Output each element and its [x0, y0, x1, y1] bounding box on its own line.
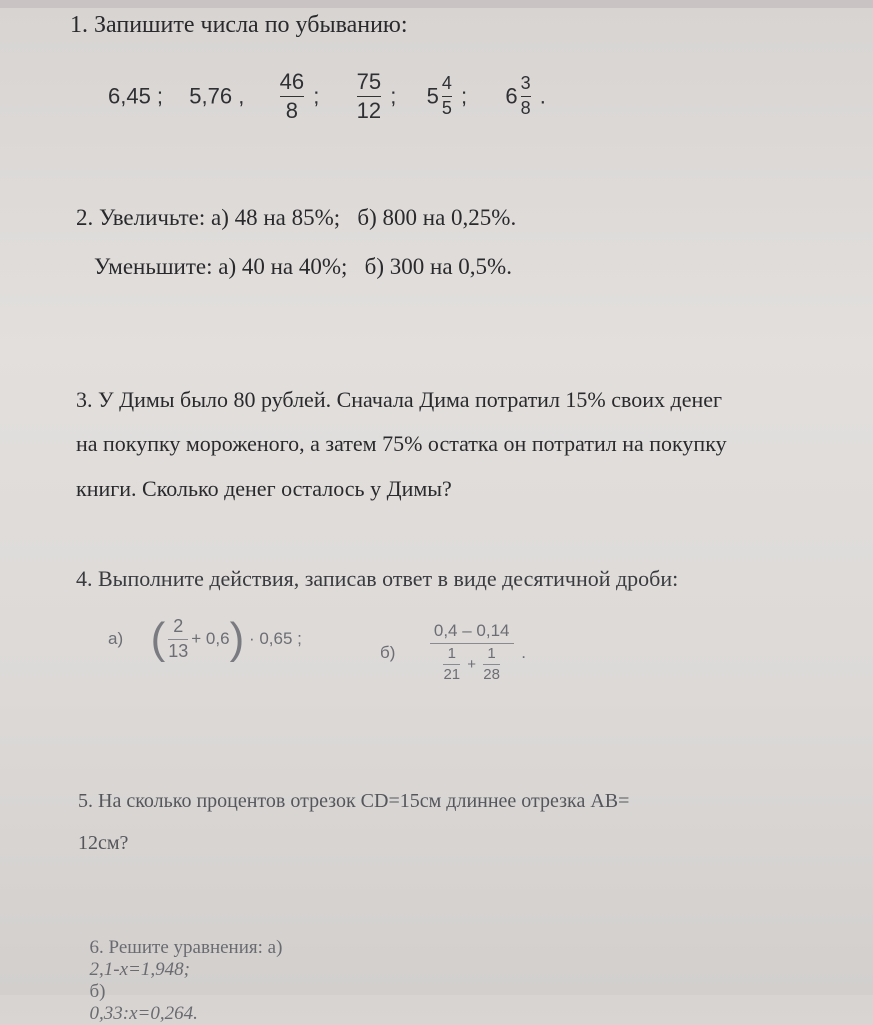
- label-a: а): [108, 629, 124, 648]
- mixed-6-3-8: 6 $\frac{3}{8}$: [505, 73, 531, 119]
- left-paren: (: [150, 614, 166, 663]
- label-b: б): [380, 642, 396, 662]
- separator: ;: [313, 83, 320, 109]
- fraction-46-8: $\frac{46}{8}$: [279, 69, 305, 124]
- task4-expression-b: [380, 622, 526, 684]
- period: .: [539, 83, 546, 109]
- complex-fraction: [430, 622, 514, 684]
- task3-line3: книги. Сколько денег осталось у Димы?: [76, 476, 452, 501]
- fraction-1-28: $\frac{1}{28}$: [483, 644, 500, 684]
- plus-0-6: + 0,6: [191, 629, 230, 648]
- right-paren: ): [229, 614, 245, 663]
- separator: ;: [460, 83, 468, 109]
- task4-title: 4. Выполните действия, записав ответ в виде десятичной дроби:: [76, 566, 679, 591]
- equation-b: 0,33:x=0,264.: [89, 1003, 198, 1024]
- task6-label-b: б): [89, 981, 106, 1002]
- task1-title: 1. Запишите числа по убыванию:: [70, 12, 408, 38]
- numerator: 0,4 – 0,14: [433, 621, 510, 640]
- mixed-5-4-5: 5 $\frac{4}{5}$: [426, 73, 452, 119]
- task2-line1: 2. Увеличьте: а) 48 на 85%; б) 800 на 0,25%.: [76, 205, 517, 230]
- task1-numbers: [108, 70, 546, 123]
- task4-expression-a: [108, 614, 302, 664]
- separator: ;: [390, 83, 397, 109]
- period: .: [521, 642, 526, 662]
- fraction-2-13: $\frac{2}{13}$: [168, 615, 189, 661]
- plus-sign: +: [467, 655, 477, 673]
- task5-line1: 5. На сколько процентов отрезок CD=15см длиннее отрезка AB=: [78, 790, 630, 812]
- denominator: [430, 646, 514, 684]
- task3-line2: на покупку мороженого, а затем 75% остатка он потратил на покупку: [76, 431, 727, 456]
- task2-line2: Уменьшите: а) 40 на 40%; б) 300 на 0,5%.: [94, 254, 512, 279]
- number-6-45: 6,45 ;: [108, 83, 164, 109]
- fraction-1-21: $\frac{1}{21}$: [443, 644, 461, 684]
- top-edge: [0, 0, 873, 8]
- task5-line2: 12см?: [78, 832, 129, 854]
- task6-line: [80, 915, 282, 1025]
- task3-line1: 3. У Димы было 80 рублей. Сначала Дима потратил 15% своих денег: [76, 387, 723, 412]
- times-0-65: · 0,65 ;: [248, 629, 302, 648]
- fraction-75-12: $\frac{75}{12}$: [356, 69, 382, 124]
- equation-a: 2,1-x=1,948;: [89, 959, 190, 980]
- task6-label: 6. Решите уравнения: а): [89, 937, 283, 958]
- number-5-76: 5,76 ,: [189, 83, 245, 109]
